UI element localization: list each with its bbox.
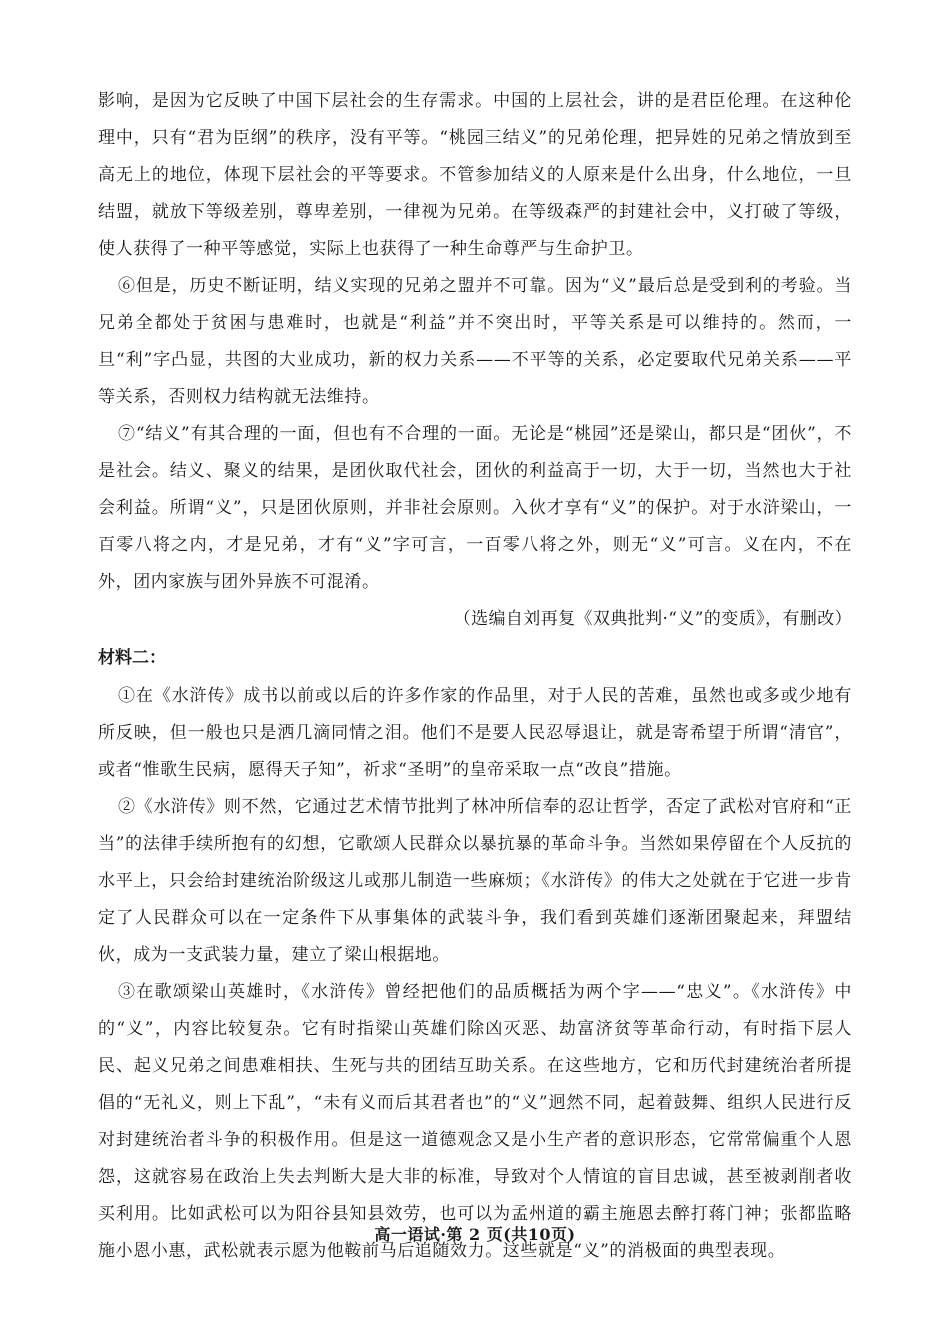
page-content: [98, 83, 852, 1270]
page-footer: 高一语试·第 2 页(共10页): [374, 1225, 576, 1244]
paragraph-6: ⑥但是，历史不断证明，结义实现的兄弟之盟并不可靠。因为“义”最后总是受到利的考验。当兄弟全都处于贫困与患难时，也就是“利益”并不突出时，平等关系是可以维持的。然而，一旦“利”字凸显，共图的大业成功，新的权力关系——不平等的关系，必定要取代兄弟关系——平等关系，否则权力结构就无法维持。: [98, 276, 852, 407]
material-two-paragraph-2: ②《水浒传》则不然，它通过艺术情节批判了林冲所信奉的忍让哲学，否定了武松对官府和“正当”的法律手续所抱有的幻想，它歌颂人民群众以暴抗暴的革命斗争。当然如果停留在个人反抗的水平上，只会给封建统治阶级这儿或那儿制造一些麻烦；《水浒传》的伟大之处就在于它进一步肯定了人民群众可以在一定条件下从事集体的武装斗争，我们看到英雄们逐渐团聚起来，拜盟结伙，成为一支武装力量，建立了梁山根据地。: [98, 797, 852, 965]
source-citation: （选编自刘再复《双典批判·“义”的变质》，有删改）: [453, 609, 852, 629]
material-two-heading: 材料二：: [98, 648, 166, 668]
material-two-paragraph-3: ③在歌颂梁山英雄时，《水浒传》曾经把他们的品质概括为两个字——“忠义”。《水浒传》中的“义”，内容比较复杂。它有时指梁山英雄们除凶灭恶、劫富济贫等革命行动，有时指下层人民、起义兄弟之间患难相扶、生死与共的团结互助关系。在这些地方，它和历代封建统治者所提倡的“无礼义，则上下乱”，“未有义而后其君者也”的“义”迥然不同，起着鼓舞、组织人民进行反对封建统治者斗争的积极作用。但是这一道德观念又是小生产者的意识形态，它常常偏重个人恩怨，这就容易在政治上失去判断大是大非的标准，导致对个人情谊的盲目忠诚，甚至被剥削者收买利用。比如武松可以为阳谷县知县效劳，也可以为孟州道的霸主施恩去醉打蒋门神；张都监略施小恩小惠，武松就表示愿为他鞍前马后追随效力。这些就是“义”的消极面的典型表现。: [98, 982, 852, 1261]
material-two-paragraph-1: ①在《水浒传》成书以前或以后的许多作家的作品里，对于人民的苦难，虽然也或多或少地有所反映，但一般也只是洒几滴同情之泪。他们不是要人民忍辱退让，就是寄希望于所谓“清官”，或者“惟歌生民病，愿得天子知”，祈求“圣明”的皇帝采取一点“改良”措施。: [98, 686, 852, 780]
paragraph-5-continued: 影响，是因为它反映了中国下层社会的生存需求。中国的上层社会，讲的是君臣伦理。在这种伦理中，只有“君为臣纲”的秩序，没有平等。“桃园三结义”的兄弟伦理，把异姓的兄弟之情放到至高无上的地位，体现下层社会的平等要求。不管参加结义的人原来是什么出身，什么地位，一旦结盟，就放下等级差别，尊卑差别，一律视为兄弟。在等级森严的封建社会中，义打破了等级，使人获得了一种平等感觉，实际上也获得了一种生命尊严与生命护卫。: [98, 91, 852, 259]
paragraph-7: ⑦“结义”有其合理的一面，但也有不合理的一面。无论是“桃园”还是梁山，都只是“团伙”，不是社会。结义、聚义的结果，是团伙取代社会，团伙的利益高于一切，大于一切，当然也大于社会利益。所谓“义”，只是团伙原则，并非社会原则。入伙才享有“义”的保护。对于水浒梁山，一百零八将之内，才是兄弟，才有“义”字可言，一百零八将之外，则无“义”可言。义在内，不在外，团内家族与团外异族不可混淆。: [98, 424, 852, 592]
